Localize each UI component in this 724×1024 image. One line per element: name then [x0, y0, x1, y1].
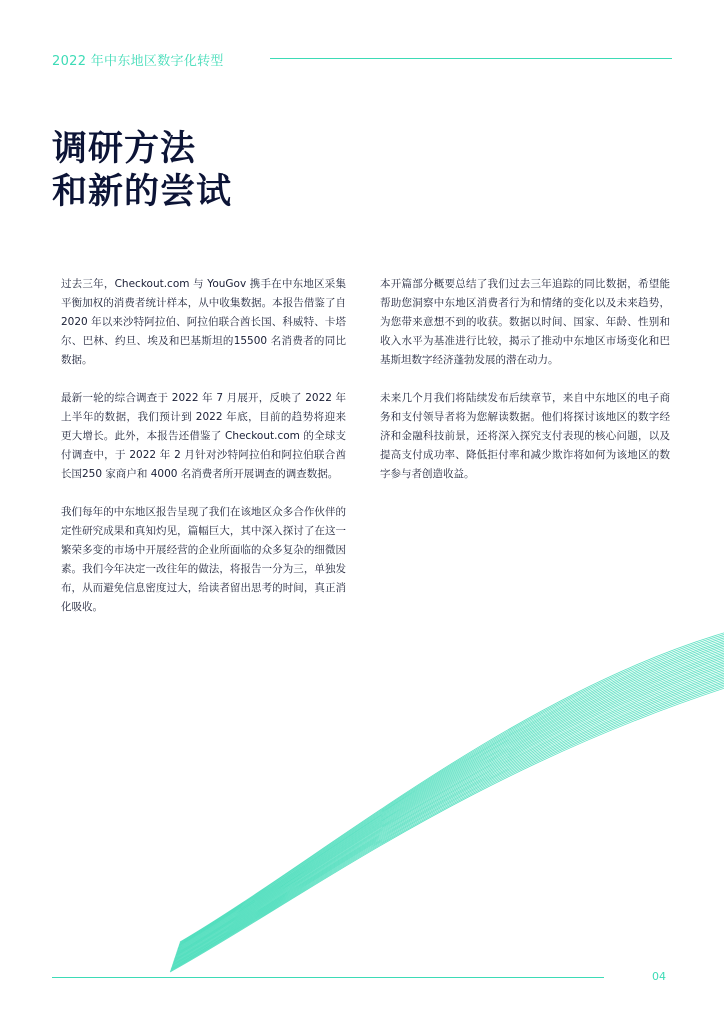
header-title: 2022 年中东地区数字化转型 — [52, 54, 224, 69]
right-paragraph-1: 本开篇部分概要总结了我们过去三年追踪的同比数据，希望能帮助您洞察中东地区消费者行为和情绪的变化以及未来趋势，为您带来意想不到的收获。数据以时间、国家、年龄、性别和收入水平为基准进行比较，揭示了推动中东地区市场变化和巴基斯坦数字经济蓬勃发展的潜在动力。 — [380, 278, 670, 366]
header-rule — [270, 58, 672, 59]
wave-line — [170, 683, 724, 971]
decorative-wave-lines — [0, 600, 724, 980]
heading-line-1: 调研方法 — [52, 129, 197, 169]
footer-rule — [52, 977, 604, 978]
wave-line — [170, 685, 724, 972]
wave-line — [171, 682, 724, 971]
wave-line — [172, 675, 724, 967]
right-paragraph-2: 未来几个月我们将陆续发布后续章节，来自中东地区的电子商务和支付领导者将为您解读数据。他们将探讨该地区的数字经济和金融科技前景，还将深入探究支付表现的核心问题，以及提高支付成功率、降低拒付率和减少欺诈将如何为该地区的数字参与者创造收益。 — [380, 392, 670, 480]
left-paragraph-3: 我们每年的中东地区报告呈现了我们在该地区众多合作伙伴的定性研究成果和真知灼见，篇幅巨大，其中深入探讨了在这一繁荣多变的市场中开展经营的企业所面临的众多复杂的细微因素。我们今年决定一改往年的做法，将报告一分为三，单独发布，从而避免信息密度过大，给读者留出思考的时间，真正消化吸收。 — [61, 506, 346, 613]
wave-line — [171, 678, 724, 968]
left-paragraph-1: 过去三年，Checkout.com 与 YouGov 携手在中东地区采集平衡加权的消费者统计样本，从中收集数据。本报告借鉴了自 2020 年以来沙特阿拉伯、阿拉伯联合酋长国、科威特、卡塔尔、巴林、约旦、埃及和巴基斯坦的15500 名消费者的同比数据。 — [61, 278, 346, 366]
left-paragraph-2: 最新一轮的综合调查于 2022 年 7 月展开，反映了 2022 年上半年的数据，我们预计到 2022 年底，目前的趋势将迎来更大增长。此外，本报告还借鉴了 Checkout.com 的全球支付调查中，于 2022 年 2 月针对沙特阿拉伯和阿拉伯联合酋长国250 家商户和 4000 名消费者所开展调查的调查数据。 — [61, 392, 346, 480]
page-number: 04 — [652, 970, 666, 983]
right-column — [380, 275, 670, 503]
left-column — [61, 275, 346, 636]
wave-line — [171, 680, 724, 969]
wave-line — [172, 677, 724, 968]
heading-line-2: 和新的尝试 — [52, 172, 233, 212]
page-heading — [52, 128, 232, 214]
